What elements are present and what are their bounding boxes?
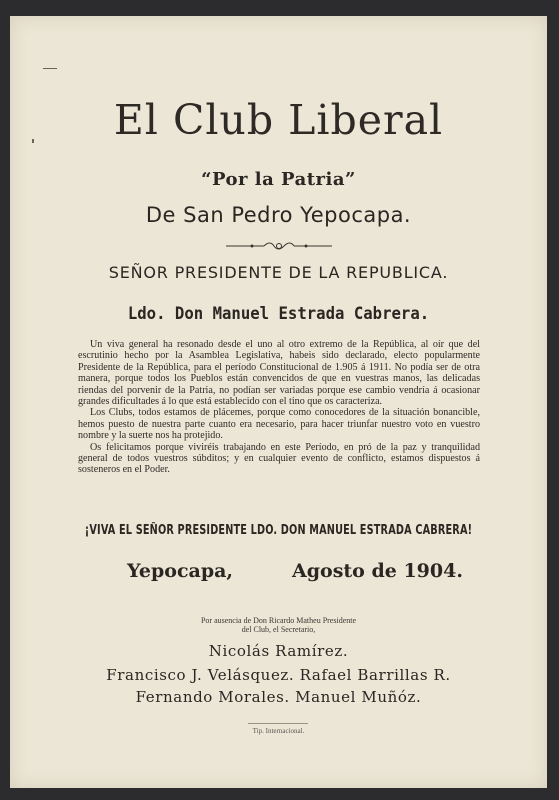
document-sheet — [10, 16, 547, 788]
club-motto: “Por la Patria” — [201, 169, 356, 190]
letter-body — [78, 339, 480, 476]
body-paragraph: Os felicitamos porque viviréis trabajando en este Período, en pró de la paz y tranquilidad general de todos vuestros súbditos; y en cualquier evento de conflicto, estamos dispuestos á sosteneros en el Poder. — [78, 441, 480, 476]
absence-note — [10, 616, 547, 634]
club-location: De San Pedro Yepocapa. — [145, 203, 412, 227]
printer-credit: Tip. Internacional. — [252, 727, 305, 735]
signature-line: Fernando Morales. Manuel Muñóz. — [135, 688, 422, 706]
club-title: El Club Liberal — [113, 96, 444, 144]
body-paragraph: Los Clubs, todos estamos de plácemes, porque como conocedores de la situación bonancible, hemos puesto de nuestra parte cuanto era necesario, para hacer triunfar nuestro voto en vuestro nombre y la suerte nos ha protejido. — [78, 407, 480, 442]
ink-speck — [43, 68, 57, 69]
signature-line: Nicolás Ramírez. — [208, 642, 349, 660]
recipient-name: Ldo. Don Manuel Estrada Cabrera. — [127, 304, 430, 324]
body-paragraph: Un viva general ha resonado desde el uno al otro extremo de la República, al oír que del escrutinio hecho por la Asamblea Legislativa, habeis sido declarado, electo popularmente Presidente de la República, para el período Constitucional de 1.905 á 1911. No podía ser de otra manera, porque todos los Pueblos están convencidos de que en vuestras manos, las delicadas riendas del porvenir de la Patria, no podían ser variadas porque ese cambio vendría á ocasionar grandes dificultades á lo que está establecido con el tino que os caracteriza. — [78, 339, 480, 408]
viva-exclamation: ¡VIVA EL SEÑOR PRESIDENTE LDO. DON MANUEL ESTRADA CABRERA! — [84, 523, 473, 538]
ornament-divider — [10, 239, 547, 258]
signature-line: Francisco J. Velásquez. Rafael Barrillas R. — [106, 666, 451, 684]
absence-note-text: Por ausencia de Don Ricardo Matheu Presidente del Club, el Secretario, — [200, 616, 357, 634]
addressee-heading: SEÑOR PRESIDENTE DE LA REPUBLICA. — [108, 263, 449, 282]
printer-rule — [248, 723, 308, 724]
date-place: Yepocapa, — [127, 560, 234, 582]
date: Agosto de 1904. — [292, 560, 463, 582]
